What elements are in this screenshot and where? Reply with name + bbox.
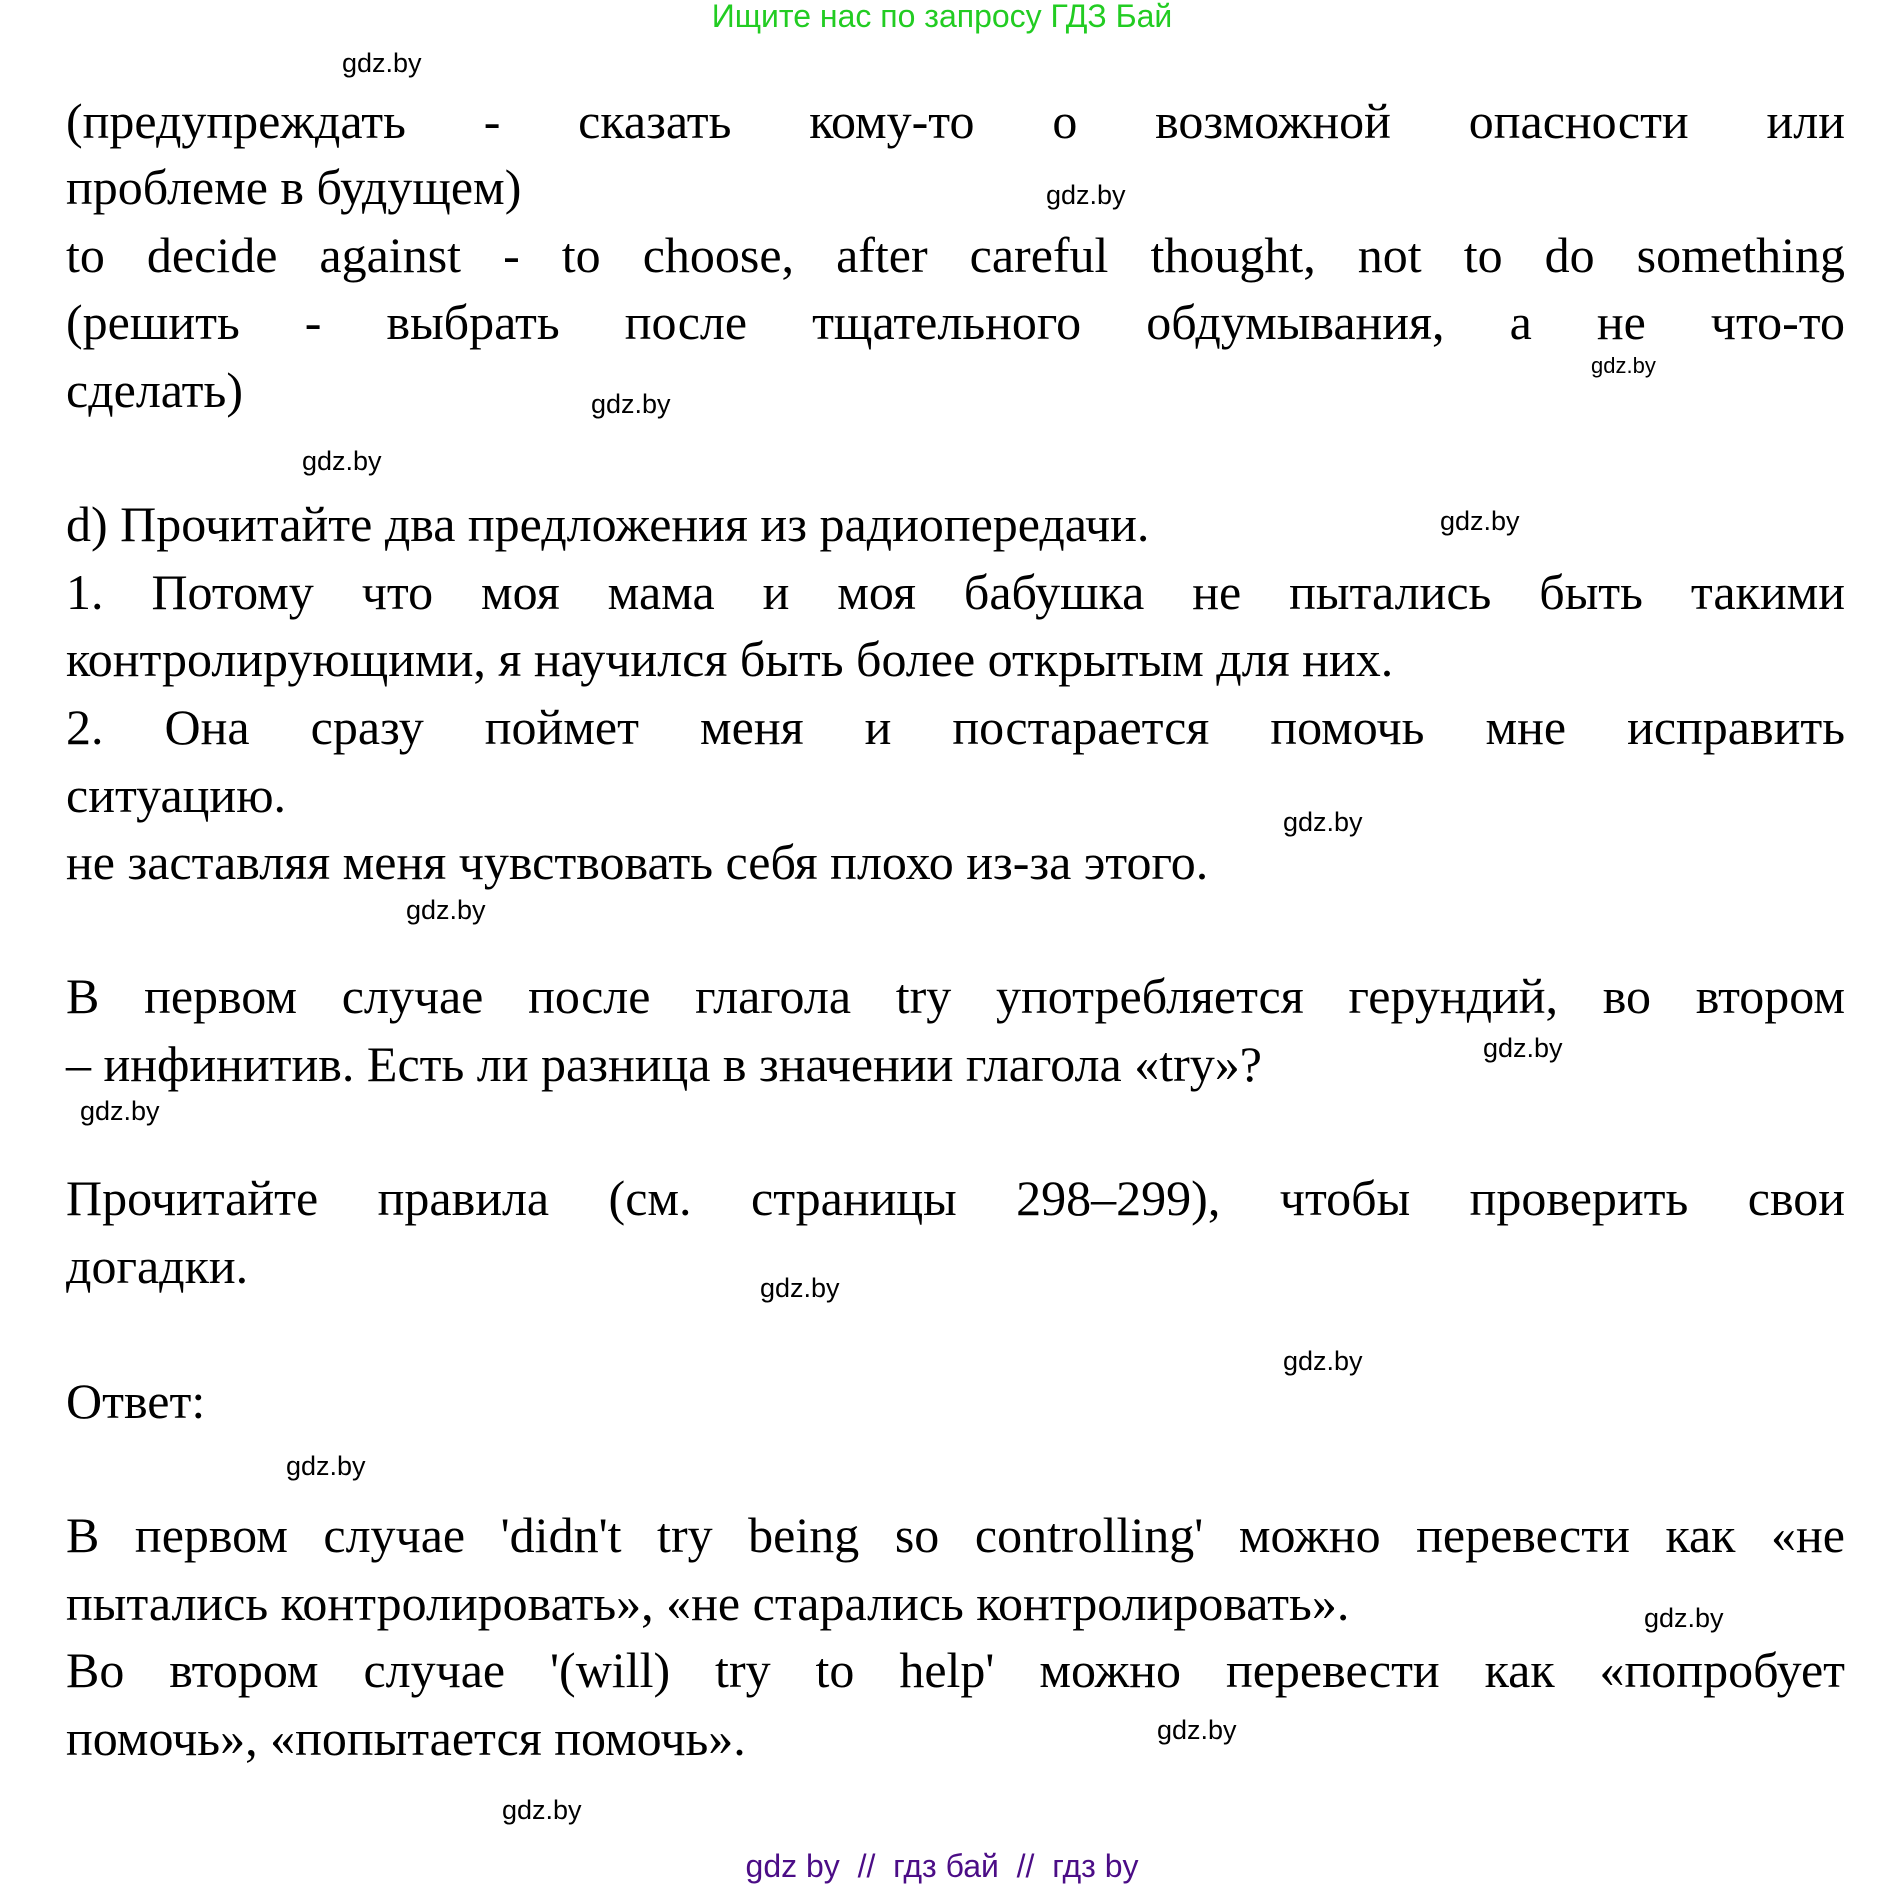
footer-links: gdz by // гдз бай // гдз by — [745, 1848, 1139, 1884]
watermark: gdz.by — [80, 1096, 160, 1126]
text-line: В первом случае после глагола try употребляется герундий, во втором — [66, 968, 1845, 1024]
answer-line: В первом случае 'didn't try being so controlling' можно перевести как «не — [66, 1507, 1845, 1563]
search-banner: Ищите нас по запросу ГДЗ Бай — [711, 0, 1173, 34]
watermark: gdz.by — [406, 895, 486, 925]
text-line: 1. Потому что моя мама и моя бабушка не пытались быть такими — [66, 564, 1845, 620]
watermark: gdz.by — [502, 1795, 582, 1825]
watermark: gdz.by — [760, 1273, 840, 1303]
watermark: gdz.by — [1283, 807, 1363, 837]
watermark: gdz.by — [342, 48, 422, 78]
watermark: gdz.by — [591, 389, 671, 419]
text-line: Прочитайте правила (см. страницы 298–299), чтобы проверить свои — [66, 1170, 1845, 1226]
watermark: gdz.by — [286, 1451, 366, 1481]
watermark: gdz.by — [1157, 1715, 1237, 1745]
text-line: проблеме в будущем) — [66, 159, 522, 215]
text-line: (решить - выбрать после тщательного обдумывания, а не что-то — [66, 294, 1845, 350]
exercise-heading: d) Прочитайте два предложения из радиопередачи. — [66, 496, 1150, 552]
text-line: ситуацию. — [66, 767, 287, 823]
answer-label: Ответ: — [66, 1373, 206, 1429]
watermark: gdz.by — [1644, 1603, 1724, 1633]
watermark: gdz.by — [1283, 1346, 1363, 1376]
answer-line: пытались контролировать», «не старались контролировать». — [66, 1575, 1350, 1631]
text-line: догадки. — [66, 1238, 249, 1294]
answer-line: помочь», «попытается помочь». — [66, 1710, 746, 1766]
watermark: gdz.by — [1046, 180, 1126, 210]
text-line: to decide against - to choose, after careful thought, not to do something — [66, 227, 1845, 283]
watermark: gdz.by — [1440, 506, 1520, 536]
text-line: 2. Она сразу поймет меня и постарается помочь мне исправить — [66, 699, 1845, 755]
watermark: gdz.by — [1591, 353, 1656, 378]
watermark: gdz.by — [302, 446, 382, 476]
text-line: контролирующими, я научился быть более открытым для них. — [66, 631, 1394, 687]
answer-line: Во втором случае '(will) try to help' можно перевести как «попробует — [66, 1642, 1845, 1698]
text-line: – инфинитив. Есть ли разница в значении глагола «try»? — [66, 1036, 1262, 1092]
text-line: не заставляя меня чувствовать себя плохо из-за этого. — [66, 834, 1209, 890]
text-line: (предупреждать - сказать кому-то о возможной опасности или — [66, 93, 1845, 149]
watermark: gdz.by — [1483, 1033, 1563, 1063]
text-line: сделать) — [66, 362, 243, 418]
